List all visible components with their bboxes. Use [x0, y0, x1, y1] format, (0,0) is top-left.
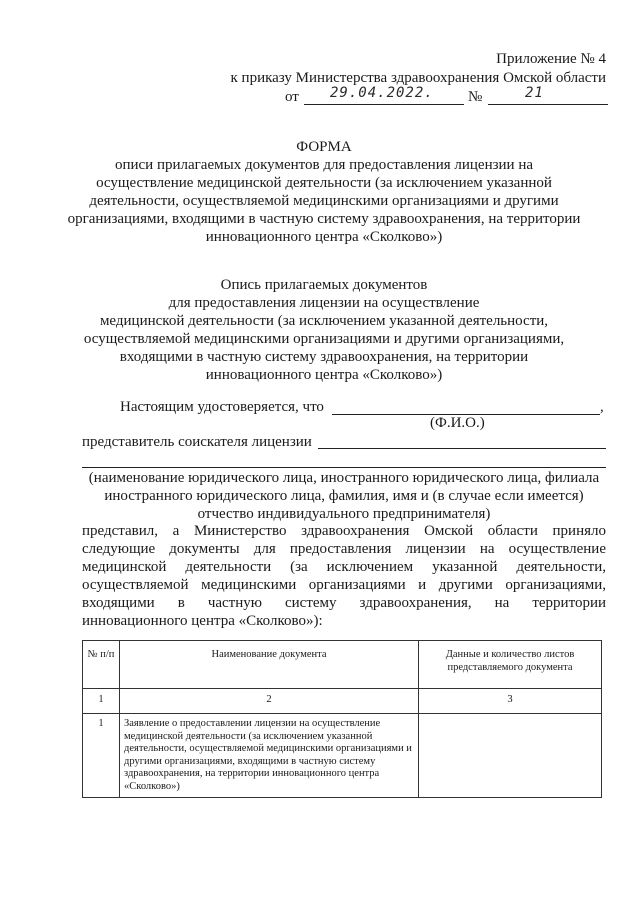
representative-text: представитель соискателя лицензии — [82, 434, 312, 450]
number-prefix: № — [468, 89, 483, 105]
date-value: 29.04.2022. — [330, 85, 434, 101]
index-cell-1: 1 — [83, 689, 120, 714]
table-index-row — [83, 689, 602, 714]
form-title-line-5: инновационного центра «Сколково») — [205, 229, 443, 245]
row-document-name: Заявление о предоставлении лицензии на осуществление медицинской деятельности (за исключением указанной деятельности, осуществляемой медицинскими организациями и другими организациями, входящими в частную систему здравоохранения, на территории инновационного центра «Сколково») — [120, 714, 419, 798]
inventory-title-line-4: осуществляемой медицинскими организациями и другими организациями, — [83, 331, 565, 347]
documents-table — [82, 640, 602, 798]
form-heading: ФОРМА — [296, 139, 352, 155]
appendix-label: Приложение № 4 — [496, 51, 606, 67]
index-cell-3: 3 — [419, 689, 602, 714]
certify-comma: , — [600, 399, 604, 415]
paragraph-line-5: входящими в частную систему здравоохранения, на территории — [82, 595, 606, 611]
form-title-line-3: деятельности, осуществляемой медицинскими организациями и другими — [89, 193, 559, 209]
paragraph-line-1: представил, а Министерство здравоохранения Омской области приняло — [82, 523, 606, 539]
inventory-title-line-3: медицинской деятельности (за исключением указанной деятельности, — [99, 313, 549, 329]
paragraph-line-4: осуществляемой медицинскими организациями и другими организациями, — [82, 577, 606, 593]
table-header-row — [83, 641, 602, 689]
inventory-title-line-2: для предоставления лицензии на осуществление — [168, 295, 480, 311]
entity-field-line — [82, 467, 606, 468]
paragraph-line-2: следующие документы для предоставления лицензии на осуществление — [82, 541, 606, 557]
form-title-line-1: описи прилагаемых документов для предоставления лицензии на — [114, 157, 534, 173]
number-underline — [488, 104, 608, 105]
fio-caption: (Ф.И.О.) — [430, 415, 485, 431]
certify-text: Настоящим удостоверяется, что — [120, 399, 324, 415]
date-underline — [304, 104, 464, 105]
entity-caption-line-1: (наименование юридического лица, иностранного юридического лица, филиала — [88, 470, 600, 486]
row-document-data — [419, 714, 602, 798]
inventory-title-line-6: инновационного центра «Сколково») — [205, 367, 443, 383]
date-prefix: от — [285, 89, 299, 105]
representative-field-line — [318, 448, 606, 449]
row-num: 1 — [83, 714, 120, 798]
inventory-title-line-1: Опись прилагаемых документов — [220, 277, 428, 293]
index-cell-2: 2 — [120, 689, 419, 714]
order-label: к приказу Министерства здравоохранения Омской области — [230, 70, 606, 86]
number-value: 21 — [525, 85, 544, 101]
paragraph-last-line: инновационного центра «Сколково»): — [82, 613, 323, 629]
entity-caption-line-2: иностранного юридического лица, фамилия, имя и (в случае если имеется) — [104, 488, 584, 504]
table-row — [83, 714, 602, 798]
paragraph-line-3: медицинской деятельности (за исключением указанной деятельности, — [82, 559, 606, 575]
header-data: Данные и количество листов представляемого документа — [419, 641, 602, 689]
header-name: Наименование документа — [120, 641, 419, 689]
entity-caption-line-3: отчество индивидуального предпринимателя) — [197, 506, 491, 522]
inventory-title-line-5: входящими в частную систему здравоохранения, на территории — [119, 349, 529, 365]
form-title-line-2: осуществление медицинской деятельности (за исключением указанной — [96, 175, 552, 191]
header-num: № п/п — [83, 641, 120, 689]
form-title-line-4: организациями, входящими в частную систему здравоохранения, на территории — [67, 211, 581, 227]
